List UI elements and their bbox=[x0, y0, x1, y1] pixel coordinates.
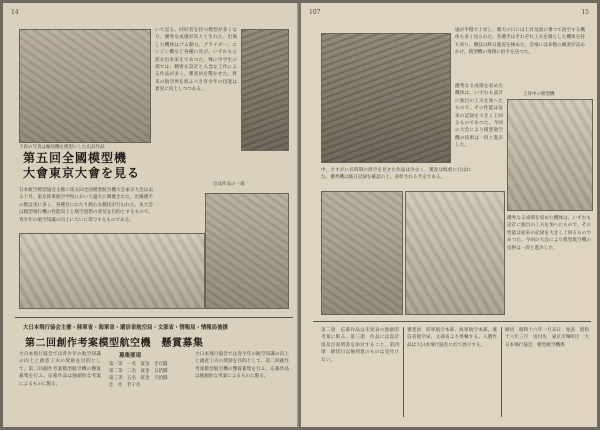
right-column-text: 優秀なる成績を収めた機体は、いずれも設計に独自の工夫を加へたもので、その性能は従来の記録を大きく上回るものであつた。今回の大会により模型航空機の技術は一段と進歩した。 bbox=[507, 216, 591, 251]
photo-glider-ground bbox=[405, 191, 505, 315]
photo-right-column bbox=[241, 29, 289, 151]
photo-model-aircraft bbox=[19, 233, 205, 309]
bottom-left-text: 第二項 応募作品は未発表の独創的考案に限る。第三項 作品には設計図及び説明書を添付すること。第四項 締切日以後到着のものは受付けない。 bbox=[321, 328, 399, 363]
notice-subhead: 募集要項 bbox=[119, 353, 142, 359]
divider-right bbox=[313, 321, 591, 322]
bottom-mid-text: 審査員 陸軍航空本部、海軍航空本部、遞信省航空局、文部省より委嘱する。入選作品は大日本飛行協会に於て展示する。 bbox=[407, 328, 497, 348]
photo-model-wing bbox=[205, 193, 289, 309]
intro-text: 日本航空模型協会主催の第五回全国模型航空機大会東京大会は去る十月、東京陸軍航空学校において盛大に開催された。出場選手の数は実に多く、各種目にわたり熱心な競技が行われた。本大会は模型飛行機の性能向上と航空思想の普及を目的とするもので、青少年の航空知識の向上に大いに寄与するものである。 bbox=[19, 188, 153, 223]
top-photo-caption: 下段の写真は輸送機を模型にした出品作品 bbox=[19, 145, 105, 150]
photo-model-closeup bbox=[321, 191, 403, 315]
photo-glider-launch bbox=[507, 99, 593, 211]
magazine-spread bbox=[3, 3, 597, 427]
notice-list-item: 第三等 五名 賞金 弐拾圓 bbox=[109, 376, 168, 381]
column-divider bbox=[403, 327, 404, 417]
page-number-center: 107 bbox=[309, 9, 321, 16]
photo-caption-right: 上昇中の模型機 bbox=[523, 92, 555, 97]
divider bbox=[15, 317, 293, 318]
column-text: いて見る。同好者を持つ模型が多くなり、優秀な成績が次々と生れた。出場した機体はゴム動力、グライダー、エンジン機など各種に及び、いずれも立派な出来栄えであつた。殊に中学生の部では、精密な設計と入念な工作による作品が多く、審査員を驚かせた。将来の航空界を担ふべき青少年の技能は着実に向上しつつある。 bbox=[155, 28, 237, 93]
notice-list-item: 第二等 二名 賞金 五拾圓 bbox=[109, 369, 168, 374]
photo-field-crowd bbox=[321, 33, 451, 163]
notice-right-text: 大日本飛行協会では青少年の航空知識の向上と創意工夫の奨励を目的として、第二回創作考案模型航空機の懸賞募集を行ふ。応募作品は独創的な考案によるものに限る。 bbox=[195, 352, 289, 380]
photo-boys-gliders bbox=[19, 29, 151, 143]
notice-list-item: 佳 作 若干名 bbox=[109, 383, 141, 388]
side-column-text: 優秀なる成績を収めた機体は、いずれも設計に独自の工夫を加へたもので、その性能は従来の記録を大きく上回るものであつた。今回の大会により模型航空機の技術は一段と進歩した。 bbox=[455, 84, 503, 149]
column-divider bbox=[501, 327, 502, 417]
notice-left-text: 大日本飛行協会では青少年の航空知識の向上と創意工夫の奨励を目的として、第二回創作考案模型航空機の懸賞募集を行ふ。応募作品は独創的な考案によるものに限る。 bbox=[19, 352, 101, 387]
headline-line1: 第五回全國模型機 bbox=[23, 151, 128, 165]
notice-list-item: 第一等 一名 賞金 壱百圓 bbox=[109, 362, 168, 367]
right-page bbox=[301, 3, 597, 427]
left-page bbox=[3, 3, 299, 427]
page-number-right: 15 bbox=[581, 9, 589, 16]
lower-photo-caption: 出品作品の一部 bbox=[213, 182, 245, 187]
middle-text: 中、さすがに長時間の滑空を見せた作品は少なく、審査は慎重に行はれた。優秀機は後日記録を確認の上、表彰される予定である。 bbox=[321, 168, 471, 181]
page-number-left: 14 bbox=[11, 9, 19, 16]
notice-sponsor: 大日本飛行協会主催・陸軍省・海軍省・遞信省航空局・文部省・情報局・情報局後援 bbox=[23, 325, 228, 331]
notice-list bbox=[109, 361, 189, 389]
headline-line2: 大會東京大會を見る bbox=[23, 166, 141, 180]
notice-title: 第二回創作考案模型航空機 懸賞募集 bbox=[25, 338, 204, 349]
bottom-right-text: 締切 昭和十六年一月末日 発表 昭和十六年三月 送付先 東京市麹町区 大日本飛行協会 模型航空機係 bbox=[505, 328, 589, 348]
top-right-text: 風が平穏で上昇し、晴天の日には上昇気流に乗つて滑空する機体も多く見られた。各選手はそれぞれ工夫を凝らした機体を持ち寄り、競技は終日盛況を極めた。会場には多数の観衆が詰めかけ、模型機の飛翔に拍手を送つた。 bbox=[455, 28, 585, 56]
